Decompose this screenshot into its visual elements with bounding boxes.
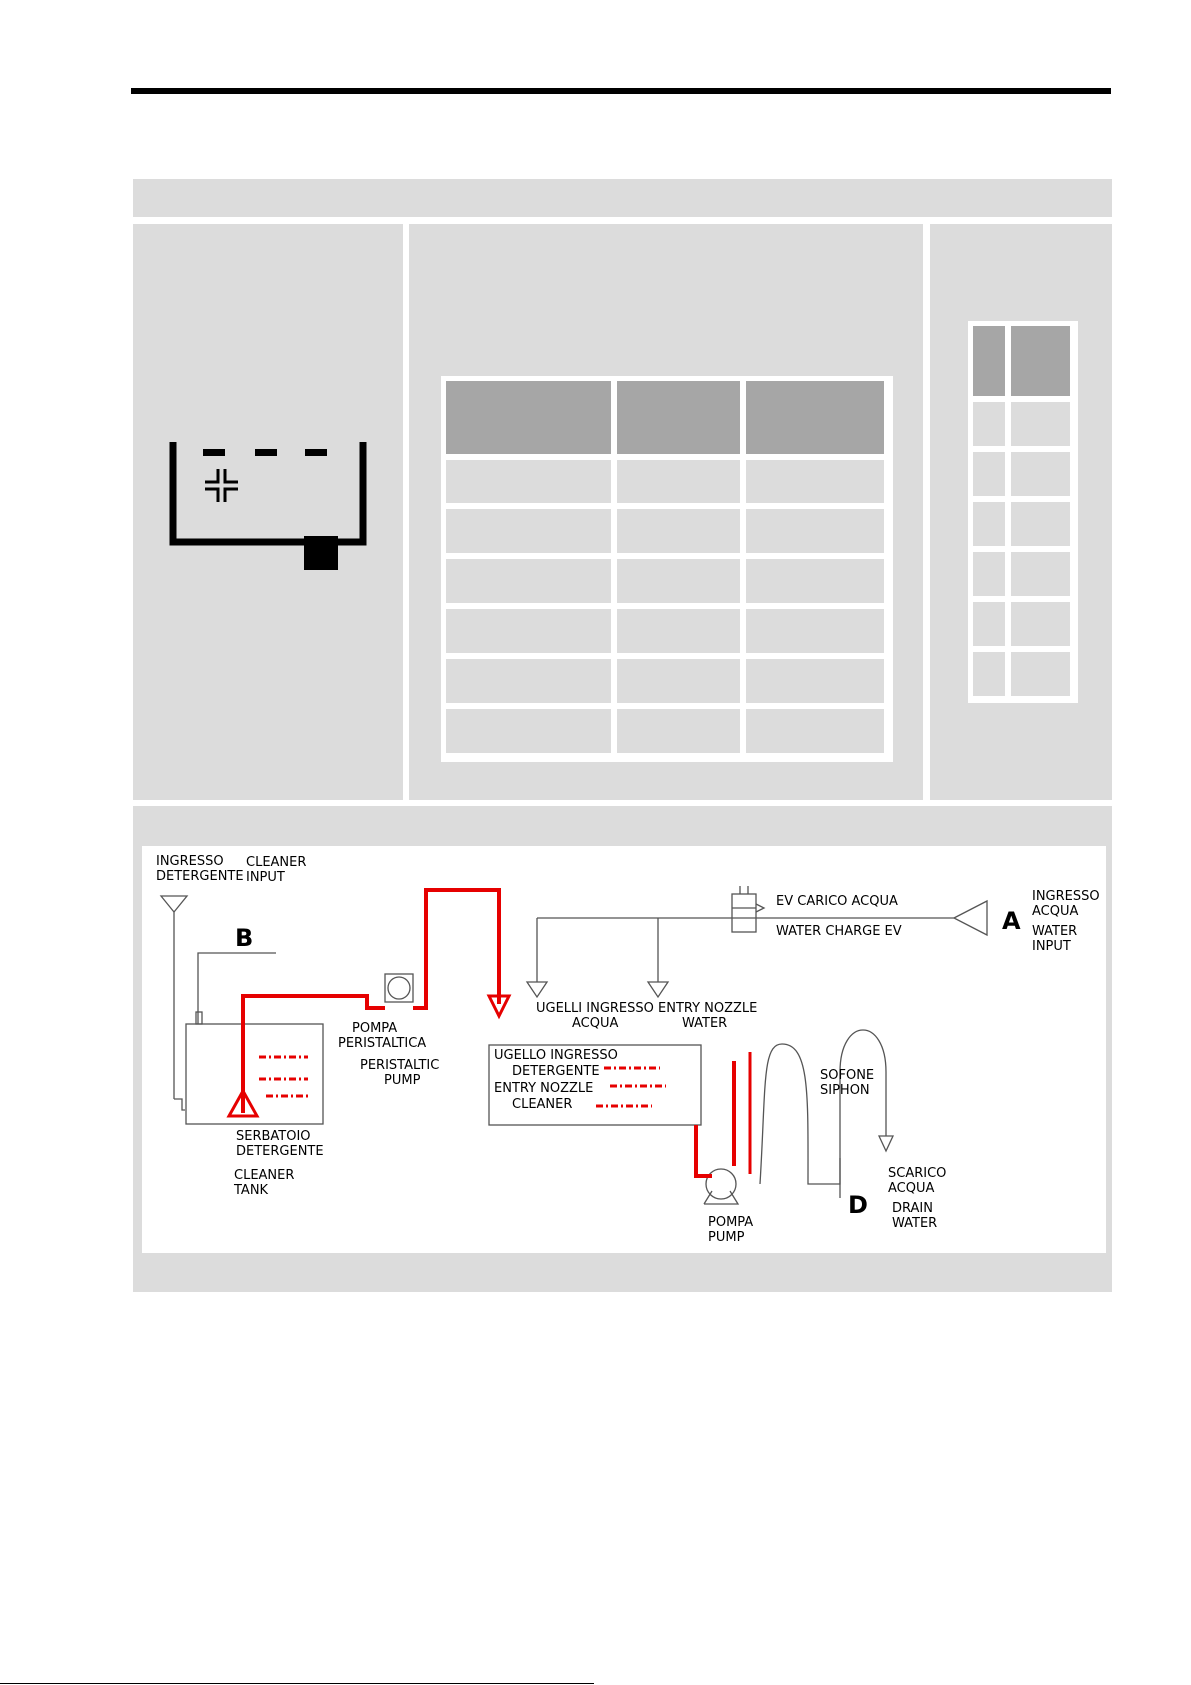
- table-row: [746, 659, 884, 703]
- marker-a: A: [1002, 907, 1021, 935]
- table-header-col-3: [746, 381, 884, 454]
- table-row: [617, 709, 740, 753]
- label-ugello-ingresso-detergente: UGELLO INGRESSO: [494, 1048, 618, 1063]
- table-row: [746, 509, 884, 553]
- label-cleaner-input: CLEANER: [246, 855, 307, 870]
- table-row: [446, 559, 611, 603]
- table-row: [617, 559, 740, 603]
- narrow-table: [968, 321, 1078, 703]
- label-ingresso-detergente: INGRESSO: [156, 854, 224, 869]
- narrow-table-cell: [930, 224, 1112, 800]
- table-row: [617, 609, 740, 653]
- label-water-charge-ev: WATER CHARGE EV: [776, 924, 902, 939]
- label-scarico-acqua-2: ACQUA: [888, 1181, 935, 1196]
- label-pompa-peristaltica-2: PERISTALTICA: [338, 1036, 427, 1051]
- label-ingresso-acqua: INGRESSO: [1032, 889, 1100, 904]
- table-row: [446, 709, 611, 753]
- label-cleaner-input-2: INPUT: [246, 870, 285, 885]
- table-row: [1011, 402, 1070, 446]
- table-row: [617, 659, 740, 703]
- table-row: [1011, 552, 1070, 596]
- table-row: [1011, 602, 1070, 646]
- label-water-input: WATER: [1032, 924, 1078, 939]
- label-ugelli-ingresso-acqua: UGELLI INGRESSO: [536, 1001, 654, 1016]
- table-row: [973, 452, 1005, 496]
- table-row: [746, 460, 884, 503]
- narrow-table-header-col-2: [1011, 326, 1070, 396]
- tank-with-fan-icon: [133, 224, 403, 800]
- table-row: [446, 509, 611, 553]
- table-row: [617, 509, 740, 553]
- label-water-input-2: INPUT: [1032, 939, 1071, 954]
- label-ingresso-acqua-2: ACQUA: [1032, 904, 1079, 919]
- footer-rule: [0, 1683, 594, 1684]
- hydraulic-diagram: [142, 846, 1106, 1253]
- label-siphon: SIPHON: [820, 1083, 870, 1098]
- label-sofone: SOFONE: [820, 1068, 875, 1083]
- label-pompa: POMPA: [708, 1215, 754, 1230]
- table-cell: [409, 224, 923, 800]
- table-header-col-2: [617, 381, 740, 454]
- label-ugello-ingresso-detergente-2: DETERGENTE: [512, 1064, 600, 1079]
- label-drain-water: DRAIN: [892, 1201, 933, 1216]
- table-row: [973, 552, 1005, 596]
- label-drain-water-2: WATER: [892, 1216, 938, 1231]
- symbol-cell: [133, 224, 403, 800]
- table-row: [746, 559, 884, 603]
- label-serbatoio-detergente-2: DETERGENTE: [236, 1144, 324, 1159]
- label-entry-nozzle-cleaner-2: CLEANER: [512, 1097, 573, 1112]
- header-band: [133, 179, 1112, 217]
- label-peristaltic-pump: PERISTALTIC: [360, 1058, 440, 1073]
- table-row: [446, 460, 611, 503]
- label-cleaner-tank: CLEANER: [234, 1168, 295, 1183]
- label-ingresso-detergente-2: DETERGENTE: [156, 869, 244, 884]
- label-pump: PUMP: [708, 1230, 745, 1245]
- top-rule: [131, 88, 1111, 94]
- table-row: [446, 609, 611, 653]
- table-row: [973, 502, 1005, 546]
- table-row: [746, 609, 884, 653]
- label-peristaltic-pump-2: PUMP: [384, 1073, 421, 1088]
- table-row: [1011, 502, 1070, 546]
- table-row: [617, 460, 740, 503]
- label-scarico-acqua: SCARICO: [888, 1166, 947, 1181]
- label-entry-nozzle-water: ENTRY NOZZLE: [658, 1001, 758, 1016]
- narrow-table-header-col-1: [973, 326, 1005, 396]
- label-pompa-peristaltica: POMPA: [352, 1021, 398, 1036]
- table-row: [1011, 452, 1070, 496]
- data-table: [441, 376, 893, 762]
- table-row: [973, 652, 1005, 696]
- label-entry-nozzle-water-2: WATER: [682, 1016, 728, 1031]
- label-ev-carico-acqua: EV CARICO ACQUA: [776, 894, 898, 909]
- label-cleaner-tank-2: TANK: [234, 1183, 269, 1198]
- marker-d: D: [848, 1191, 868, 1219]
- label-serbatoio-detergente: SERBATOIO: [236, 1129, 311, 1144]
- table-row: [446, 659, 611, 703]
- table-row: [973, 402, 1005, 446]
- hydraulic-diagram-svg: [142, 846, 1106, 1253]
- marker-b: B: [235, 924, 254, 952]
- table-row: [746, 709, 884, 753]
- table-header-col-1: [446, 381, 611, 454]
- label-entry-nozzle-cleaner: ENTRY NOZZLE: [494, 1081, 594, 1096]
- table-row: [1011, 652, 1070, 696]
- label-ugelli-ingresso-acqua-2: ACQUA: [572, 1016, 619, 1031]
- table-row: [973, 602, 1005, 646]
